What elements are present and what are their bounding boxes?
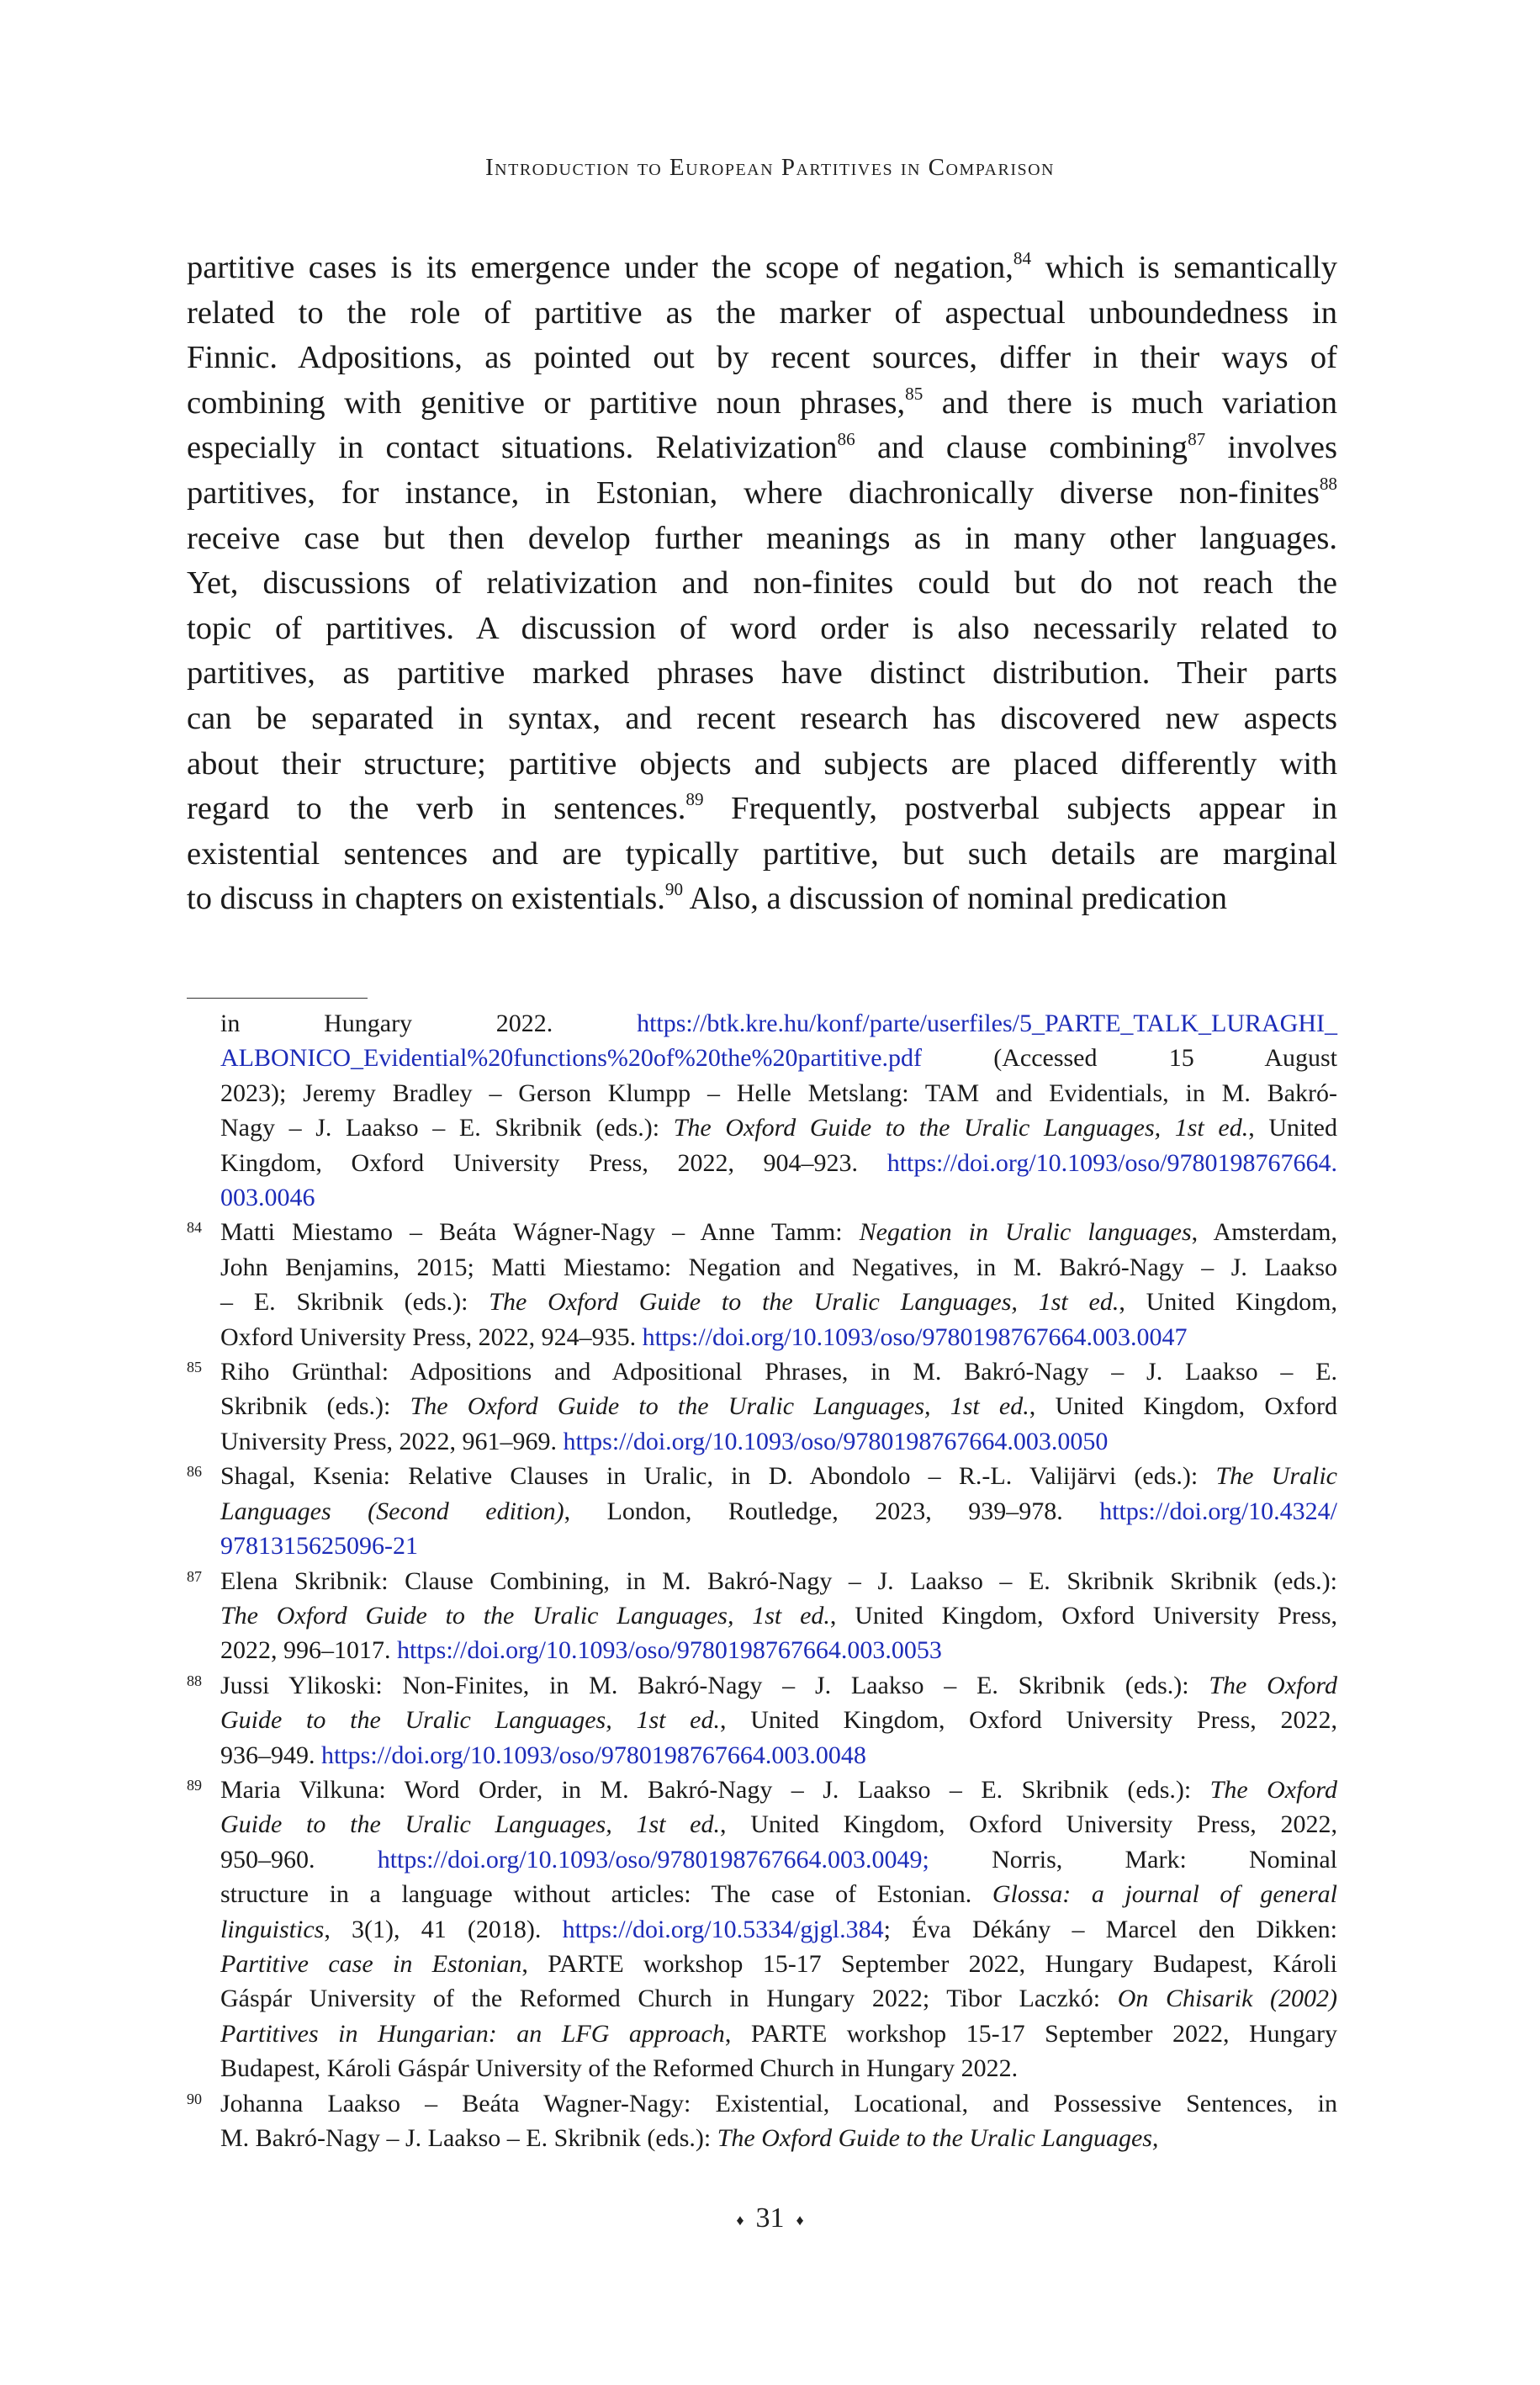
body-line — [187, 381, 1337, 427]
italic-title: Languages (Second edition) — [220, 1497, 564, 1525]
text-run: topic of partitives. A discussion of word order is also necessarily related to — [187, 610, 1337, 646]
footnote-reference[interactable]: 87 — [1188, 428, 1206, 449]
italic-title: linguistics — [220, 1915, 325, 1943]
text-run: Frequently, postverbal subjects appear in — [703, 791, 1337, 827]
footnote-number: 84 — [187, 1219, 202, 1237]
text-run: Johanna Laakso – Beáta Wagner-Nagy: Existential, Locational, and Possessive Sentences, in — [220, 2089, 1337, 2117]
text-run: Maria Vilkuna: Word Order, in M. Bakró-Nagy – J. Laakso – E. Skribnik (eds.): — [220, 1775, 1210, 1804]
footnote-line — [220, 1842, 1337, 1877]
page-number-value: 31 — [755, 2202, 785, 2234]
text-run: 2023); Jeremy Bradley – Gerson Klumpp – Helle Metslang: TAM and Evidentials, in M. Bakró- — [220, 1079, 1337, 1107]
italic-title: The Oxford Guide to the Uralic Languages, 1st ed. — [220, 1601, 830, 1630]
footnote-line — [220, 1773, 1337, 1807]
italic-title: The Oxford Guide to the Uralic Languages, 1st ed. — [489, 1288, 1119, 1317]
footnote-line — [220, 1320, 1337, 1354]
reference-link[interactable]: https://doi.org/10.1093/oso/9780198767664.003.0049; — [377, 1845, 929, 1874]
text-run: , United Kingdom, Oxford University Press, 2022, — [720, 1706, 1337, 1735]
text-run: University Press, 2022, 961–969. — [220, 1427, 564, 1455]
text-run: in Hungary 2022. — [220, 1010, 638, 1037]
footnote-line — [220, 1633, 1337, 1667]
text-run: regard to the verb in sentences. — [187, 791, 686, 827]
body-line — [187, 787, 1337, 832]
italic-title: The Oxford — [1209, 1775, 1337, 1804]
footnote-line — [220, 1076, 1337, 1110]
text-run: , PARTE workshop 15-17 September 2022, Hungary — [724, 2019, 1337, 2048]
reference-link[interactable]: https://doi.org/10.1093/oso/9780198767664.003.0053 — [397, 1636, 942, 1665]
italic-title: Guide to the Uralic Languages, 1st ed. — [220, 1706, 720, 1735]
italic-title: The Oxford — [1209, 1671, 1337, 1699]
footnote-reference[interactable]: 84 — [1013, 248, 1032, 269]
footnote-number: 87 — [187, 1567, 202, 1585]
running-head: Introduction to European Partitives in Comparison — [485, 154, 1055, 181]
footnote-line — [220, 1180, 1337, 1215]
footnote-line — [220, 1250, 1337, 1285]
body-line — [187, 246, 1337, 291]
reference-link[interactable]: 9781315625096-21 — [220, 1532, 418, 1561]
italic-title: The Oxford Guide to the Uralic Languages, — [717, 2124, 1159, 2152]
footnote-number: 86 — [187, 1463, 202, 1481]
text-run: M. Bakró-Nagy – J. Laakso – E. Skribnik (eds.): — [220, 2124, 717, 2152]
footnotes — [187, 1006, 1337, 2155]
footnote — [187, 1459, 1337, 1563]
body-line — [187, 561, 1337, 607]
footnote-number: 85 — [187, 1359, 202, 1376]
reference-link[interactable]: https://doi.org/10.1093/oso/9780198767664.003.0047 — [642, 1322, 1188, 1351]
footnote — [187, 1215, 1337, 1354]
text-run: , United Kingdom, Oxford University Press, — [829, 1601, 1337, 1630]
italic-title: Partitives in Hungarian: an LFG approach — [220, 2019, 725, 2048]
text-run: Riho Grünthal: Adpositions and Adpositional Phrases, in M. Bakró-Nagy – J. Laakso – E. — [220, 1358, 1337, 1386]
footnote-line — [220, 1424, 1337, 1459]
footnote-line — [220, 1912, 1337, 1947]
reference-link[interactable]: 003.0046 — [220, 1184, 315, 1212]
text-run: Finnic. Adpositions, as pointed out by recent sources, differ in their ways of — [187, 340, 1337, 376]
text-run: Shagal, Ksenia: Relative Clauses in Uralic, in D. Abondolo – R.-L. Valijärvi (eds.): — [220, 1462, 1216, 1491]
text-run: 950–960. — [220, 1845, 378, 1874]
text-run: related to the role of partitive as the marker of aspectual unboundedness in — [187, 294, 1337, 331]
reference-link[interactable]: https://doi.org/10.5334/gjgl.384 — [562, 1915, 884, 1943]
body-text — [187, 246, 1337, 922]
text-run: (Accessed 15 August — [922, 1044, 1337, 1073]
footnote-line — [220, 1564, 1337, 1598]
text-run: Norris, Mark: Nominal — [929, 1845, 1337, 1874]
footnote-line — [220, 1215, 1337, 1249]
text-run: , PARTE workshop 15-17 September 2022, Hungary Budapest, Károli — [521, 1949, 1338, 1978]
text-run: existential sentences and are typically partitive, but such details are marginal — [187, 835, 1337, 872]
footnote — [187, 1773, 1337, 2086]
reference-link[interactable]: ALBONICO_Evidential%20functions%20of%20the%20partitive.pdf — [220, 1044, 922, 1073]
text-run: John Benjamins, 2015; Matti Miestamo: Negation and Negatives, in M. Bakró-Nagy – J. Laakso — [220, 1253, 1337, 1281]
text-run: , United — [1248, 1114, 1337, 1142]
text-run: partitives, as partitive marked phrases have distinct distribution. Their parts — [187, 655, 1337, 692]
text-run: and there is much variation — [923, 384, 1337, 421]
text-run: – E. Skribnik (eds.): — [220, 1288, 490, 1317]
footnote-line — [220, 1947, 1337, 1981]
italic-title: Partitive case in Estonian — [220, 1949, 522, 1978]
footnote-line — [220, 1668, 1337, 1703]
footnote-reference[interactable]: 90 — [664, 879, 684, 900]
footnote-number: 90 — [187, 2090, 202, 2107]
footnote-line — [220, 2051, 1337, 2086]
text-run: Matti Miestamo – Beáta Wágner-Nagy – Anne Tamm: — [220, 1218, 860, 1247]
text-run: , London, Routledge, 2023, 939–978. — [564, 1497, 1100, 1525]
page-number — [0, 2202, 1540, 2234]
footnote-reference[interactable]: 86 — [837, 428, 855, 449]
text-run: , 3(1), 41 (2018). — [324, 1915, 563, 1943]
text-run: , United Kingdom, Oxford — [1029, 1392, 1338, 1421]
text-run: structure in a language without articles: The case of Estonian. — [220, 1880, 992, 1909]
body-line — [187, 471, 1337, 517]
text-run: 2022, 996–1017. — [220, 1636, 397, 1665]
text-run: Gáspár University of the Reformed Church in Hungary 2022; Tibor Laczkó: — [220, 1985, 1118, 2013]
text-run: about their structure; partitive objects and subjects are placed differently with — [187, 745, 1337, 782]
footnote-line — [220, 1146, 1337, 1180]
footnote-line — [220, 1807, 1337, 1842]
text-run: and clause combining — [855, 430, 1188, 466]
body-line — [187, 742, 1337, 787]
bullet-icon: ♦ — [796, 2211, 804, 2229]
text-run: 936–949. — [220, 1741, 321, 1769]
body-line — [187, 651, 1337, 697]
text-run: to discuss in chapters on existentials. — [187, 881, 665, 917]
footnote-line — [220, 1738, 1337, 1773]
footnote-line — [220, 1110, 1337, 1145]
text-run: especially in contact situations. Relativization — [187, 430, 838, 466]
footnote-line — [220, 1529, 1337, 1563]
footnote-line — [220, 1459, 1337, 1493]
footnote-reference[interactable]: 88 — [1319, 474, 1337, 495]
footnote-line — [220, 2086, 1337, 2121]
italic-title: The Oxford Guide to the Uralic Languages, 1st ed. — [410, 1392, 1029, 1421]
footnote-line — [220, 1494, 1337, 1529]
body-line — [187, 607, 1337, 652]
reference-link[interactable]: https://doi.org/10.1093/oso/9780198767664.003.0048 — [321, 1741, 866, 1769]
text-run: partitives, for instance, in Estonian, where diachronically diverse non-finites — [187, 474, 1320, 511]
footnote — [187, 1564, 1337, 1668]
footnote-reference[interactable]: 85 — [905, 383, 923, 404]
footnote-line — [220, 1598, 1337, 1633]
text-run: involves — [1205, 430, 1337, 466]
footnote — [187, 1668, 1337, 1773]
bullet-icon: ♦ — [736, 2211, 744, 2229]
footnote — [187, 2086, 1337, 2156]
footnote-line — [220, 1877, 1337, 1911]
text-run: Elena Skribnik: Clause Combining, in M. Bakró-Nagy – J. Laakso – E. Skribnik Skribnik (eds.): — [220, 1566, 1337, 1595]
footnote-separator — [187, 998, 368, 999]
body-line — [187, 426, 1337, 471]
text-run: Yet, discussions of relativization and non-finites could but do not reach the — [187, 565, 1337, 602]
footnote-line — [220, 1285, 1337, 1319]
footnote-number: 88 — [187, 1672, 202, 1689]
footnote-line — [220, 1389, 1337, 1423]
text-run: partitive cases is its emergence under the scope of negation, — [187, 250, 1013, 285]
reference-link[interactable]: https://doi.org/10.1093/oso/9780198767664.003.0050 — [563, 1427, 1109, 1455]
text-run: Nagy – J. Laakso – E. Skribnik (eds.): — [220, 1114, 674, 1142]
text-run: Budapest, Károli Gáspár University of the Reformed Church in Hungary 2022. — [220, 2054, 1019, 2083]
footnote-line — [220, 1981, 1337, 2016]
text-run: Jussi Ylikoski: Non-Finites, in M. Bakró-Nagy – J. Laakso – E. Skribnik (eds.): — [220, 1671, 1209, 1699]
text-run: , United Kingdom, Oxford University Press, 2022, — [720, 1810, 1337, 1839]
text-run: , United Kingdom, — [1119, 1288, 1337, 1317]
text-run: receive case but then develop further meanings as in many other languages. — [187, 520, 1337, 556]
italic-title: The Uralic — [1215, 1462, 1337, 1491]
footnote — [187, 1006, 1337, 1215]
body-line — [187, 832, 1337, 877]
body-line — [187, 517, 1337, 562]
footnote — [187, 1354, 1337, 1459]
body-line — [187, 877, 1337, 922]
body-line — [187, 291, 1337, 337]
footnote-line — [220, 2017, 1337, 2051]
footnote-line — [220, 2121, 1337, 2155]
text-run: combining with genitive or partitive noun phrases, — [187, 384, 906, 421]
text-run: which is semantically — [1031, 250, 1337, 285]
text-run: Skribnik (eds.): — [220, 1392, 410, 1421]
footnote-reference[interactable]: 89 — [685, 789, 704, 810]
body-line — [187, 336, 1337, 381]
italic-title: Negation in Uralic languages — [859, 1218, 1192, 1247]
footnote-line — [220, 1703, 1337, 1737]
reference-link[interactable]: https://doi.org/10.1093/oso/9780198767664. — [886, 1148, 1337, 1177]
body-line — [187, 697, 1337, 742]
text-run: can be separated in syntax, and recent research has discovered new aspects — [187, 700, 1337, 736]
italic-title: On Chisarik (2002) — [1117, 1985, 1337, 2013]
text-run: ; Éva Dékány – Marcel den Dikken: — [883, 1915, 1338, 1943]
text-run: Also, a discussion of nominal predication — [683, 881, 1227, 917]
text-run: Kingdom, Oxford University Press, 2022, 904–923. — [220, 1148, 887, 1177]
footnote-number: 89 — [187, 1776, 202, 1794]
italic-title: Guide to the Uralic Languages, 1st ed. — [220, 1810, 720, 1839]
reference-link[interactable]: https://btk.kre.hu/konf/parte/userfiles/5_PARTE_TALK_LURAGHI_ — [637, 1010, 1337, 1037]
reference-link[interactable]: https://doi.org/10.4324/ — [1099, 1497, 1337, 1525]
footnote-line — [220, 1354, 1337, 1389]
footnote-line — [220, 1006, 1337, 1041]
italic-title: Glossa: a journal of general — [992, 1880, 1337, 1909]
italic-title: The Oxford Guide to the Uralic Languages, 1st ed. — [673, 1114, 1249, 1142]
footnote-line — [220, 1041, 1337, 1075]
text-run: Oxford University Press, 2022, 924–935. — [220, 1322, 643, 1351]
text-run: , Amsterdam, — [1191, 1218, 1337, 1247]
